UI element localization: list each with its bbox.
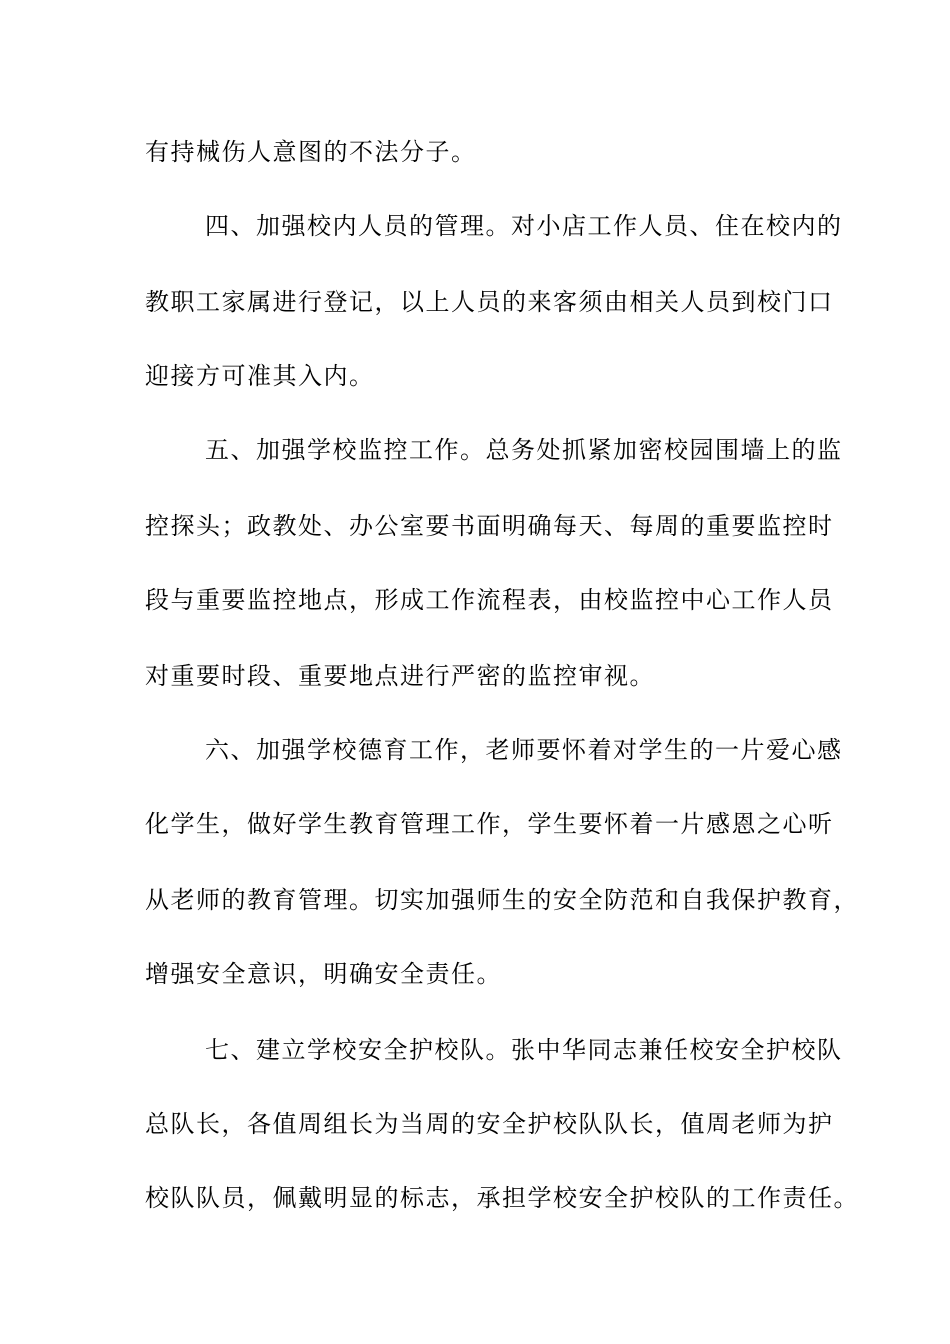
text-line: 迎接方可准其入内。 [145,362,375,390]
text-line: 七、建立学校安全护校队。张中华同志兼任校安全护校队 [205,1036,843,1064]
text-line: 六、加强学校德育工作，老师要怀着对学生的一片爱心感 [205,736,843,764]
text-line: 对重要时段、重要地点进行严密的监控审视。 [145,662,655,690]
text-line: 有持械伤人意图的不法分子。 [145,138,477,166]
text-line: 控探头；政教处、办公室要书面明确每天、每周的重要监控时 [145,512,834,540]
text-line: 五、加强学校监控工作。总务处抓紧加密校园围墙上的监 [205,436,843,464]
text-line: 教职工家属进行登记，以上人员的来客须由相关人员到校门口 [145,288,834,316]
text-line: 化学生，做好学生教育管理工作，学生要怀着一片感恩之心听 [145,810,834,838]
text-line: 四、加强校内人员的管理。对小店工作人员、住在校内的 [205,212,843,240]
text-line: 校队队员，佩戴明显的标志，承担学校安全护校队的工作责任。 [145,1184,859,1212]
text-line: 从老师的教育管理。切实加强师生的安全防范和自我保护教育， [145,886,859,914]
text-line: 总队长，各值周组长为当周的安全护校队队长，值周老师为护 [145,1110,834,1138]
text-line: 段与重要监控地点，形成工作流程表，由校监控中心工作人员 [145,586,834,614]
text-line: 增强安全意识，明确安全责任。 [145,960,502,988]
